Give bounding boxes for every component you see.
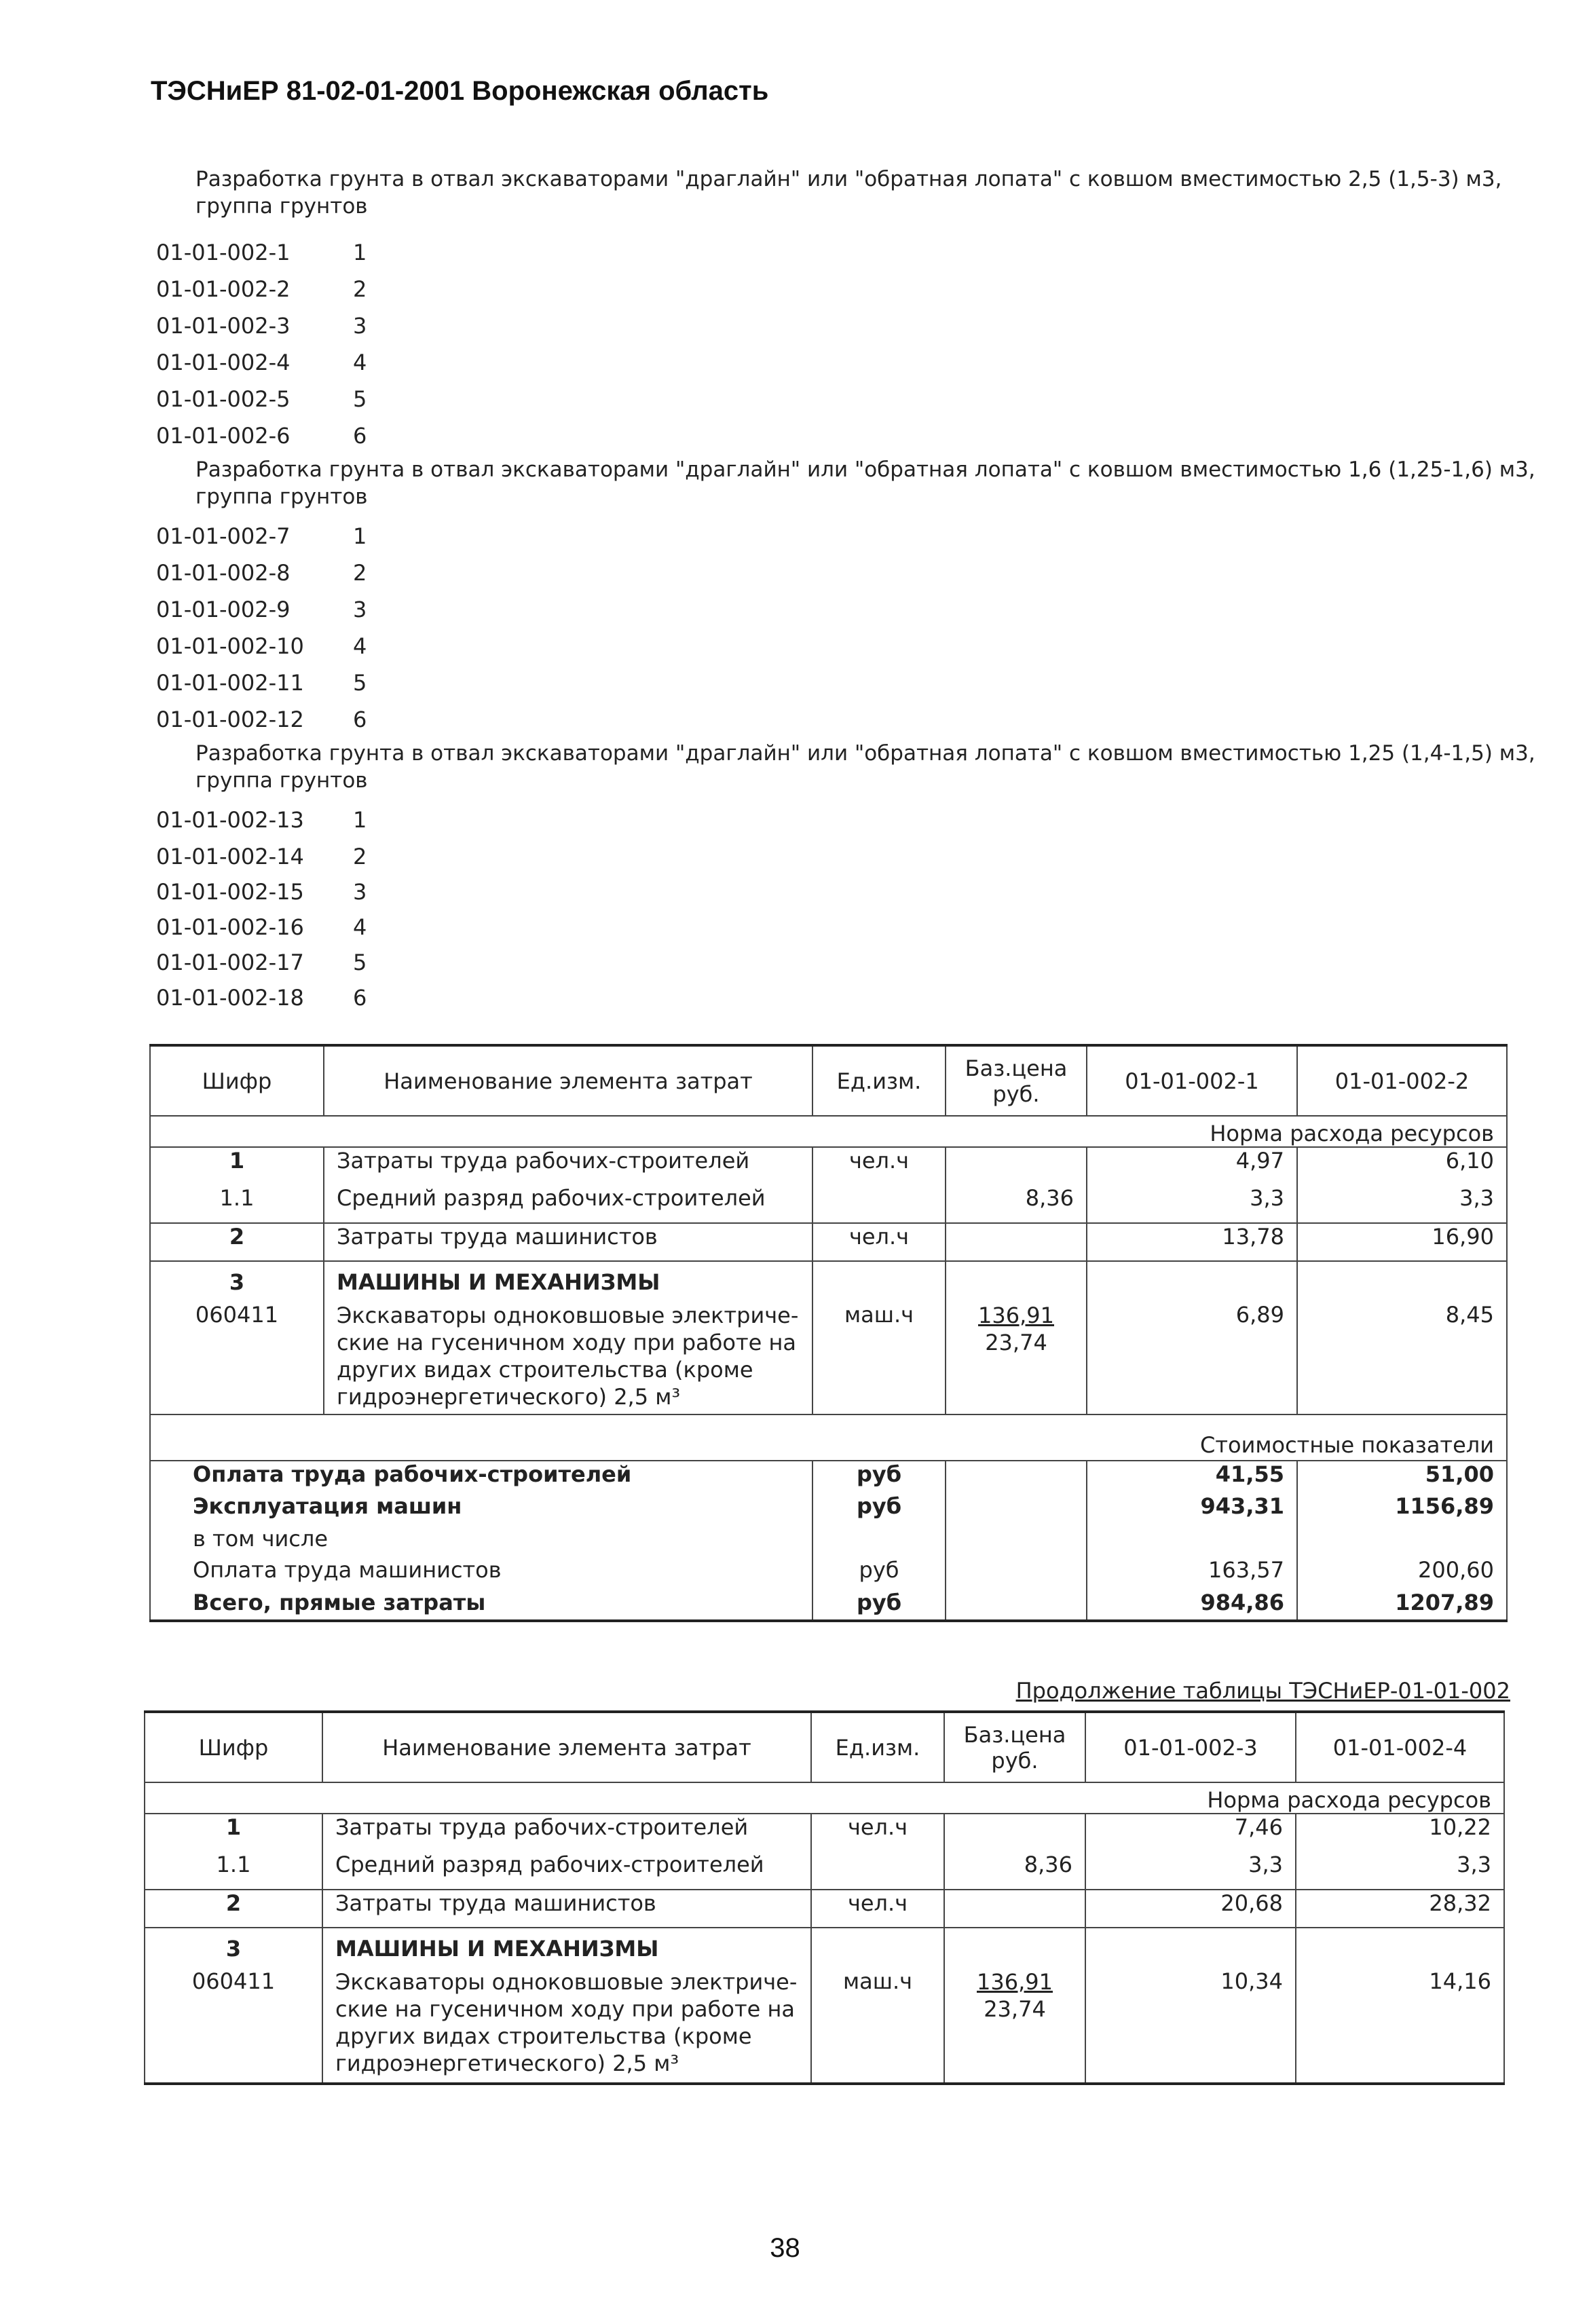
code-row bbox=[156, 949, 367, 976]
cost-value: 984,86 bbox=[1087, 1590, 1297, 1621]
cell-price bbox=[944, 1814, 1085, 1852]
header-name: Наименование элемента затрат bbox=[322, 1712, 811, 1782]
soil-group: 4 bbox=[353, 350, 367, 375]
table-row bbox=[145, 1814, 1504, 1852]
header-unit: Ед.изм. bbox=[812, 1045, 946, 1116]
cell-unit: чел.ч bbox=[812, 1223, 946, 1261]
code-row bbox=[156, 706, 367, 733]
cell-name: Средний разряд рабочих-строителей bbox=[322, 1852, 811, 1890]
header-col1: 01-01-002-1 bbox=[1087, 1045, 1297, 1116]
code: 01-01-002-18 bbox=[156, 985, 304, 1011]
code-row bbox=[156, 806, 367, 833]
norms-table-2 bbox=[144, 1710, 1505, 2085]
table-row bbox=[150, 1261, 1507, 1302]
norms-table-1 bbox=[149, 1044, 1508, 1622]
price-bottom: 23,74 bbox=[985, 1330, 1047, 1355]
soil-group: 1 bbox=[353, 240, 367, 265]
cell-name: МАШИНЫ И МЕХАНИЗМЫ bbox=[324, 1261, 812, 1302]
table-header-row bbox=[150, 1045, 1507, 1116]
cell-shifr: 3 bbox=[145, 1928, 322, 1968]
table-row bbox=[150, 1223, 1507, 1261]
table-row bbox=[145, 1928, 1504, 1968]
cost-unit: руб bbox=[812, 1493, 946, 1526]
soil-group: 3 bbox=[353, 879, 367, 905]
code: 01-01-002-14 bbox=[156, 844, 304, 869]
section-row bbox=[150, 1116, 1507, 1147]
cell-price bbox=[946, 1147, 1087, 1185]
code-row bbox=[156, 984, 367, 1011]
soil-group: 5 bbox=[353, 386, 367, 412]
header-unit: Ед.изм. bbox=[811, 1712, 944, 1782]
code: 01-01-002-10 bbox=[156, 633, 304, 659]
cell-value: 4,97 bbox=[1087, 1147, 1297, 1185]
cost-row bbox=[150, 1461, 1507, 1493]
header-price: Баз.цена руб. bbox=[946, 1045, 1087, 1116]
code-row bbox=[156, 559, 367, 586]
cell-shifr: 3 bbox=[150, 1261, 324, 1302]
header-col2: 01-01-002-2 bbox=[1297, 1045, 1507, 1116]
cell-name: Затраты труда рабочих-строителей bbox=[324, 1147, 812, 1185]
code-row bbox=[156, 669, 367, 696]
code: 01-01-002-15 bbox=[156, 879, 304, 905]
cell-price bbox=[946, 1302, 1087, 1414]
cell-value: 10,22 bbox=[1296, 1814, 1504, 1852]
cell-value: 3,3 bbox=[1087, 1185, 1297, 1223]
cost-name: в том числе bbox=[150, 1526, 812, 1557]
cell-unit: чел.ч bbox=[811, 1814, 944, 1852]
cell-name: Экскаваторы одноковшовые электриче-ские на гусеничном ходу при работе на других видах строительства (кроме гидроэнергетического) 2,5 м³ bbox=[322, 1968, 811, 2084]
code: 01-01-002-7 bbox=[156, 523, 291, 549]
cell-price: 8,36 bbox=[944, 1852, 1085, 1890]
section-row bbox=[145, 1782, 1504, 1814]
table-row bbox=[145, 1852, 1504, 1890]
soil-group: 5 bbox=[353, 670, 367, 696]
page-number: 38 bbox=[770, 2233, 800, 2263]
soil-group: 3 bbox=[353, 313, 367, 339]
code: 01-01-002-6 bbox=[156, 423, 291, 449]
code: 01-01-002-4 bbox=[156, 350, 291, 375]
cell-name: Средний разряд рабочих-строителей bbox=[324, 1185, 812, 1223]
code-row bbox=[156, 349, 367, 376]
cell-shifr: 060411 bbox=[150, 1302, 324, 1414]
cost-name: Оплата труда рабочих-строителей bbox=[150, 1461, 812, 1493]
cost-name: Эксплуатация машин bbox=[150, 1493, 812, 1526]
cell-unit: чел.ч bbox=[811, 1890, 944, 1928]
soil-group: 6 bbox=[353, 985, 367, 1011]
header-name: Наименование элемента затрат bbox=[324, 1045, 812, 1116]
cost-unit: руб bbox=[812, 1557, 946, 1590]
code-row bbox=[156, 523, 367, 550]
group-description: Разработка грунта в отвал экскаваторами "драглайн" или "обратная лопата" с ковшом вместимостью 2,5 (1,5-3) м3, группа грунтов bbox=[195, 167, 1502, 219]
cost-value: 51,00 bbox=[1297, 1461, 1507, 1493]
code-row bbox=[156, 239, 367, 266]
norm-label: Норма расхода ресурсов bbox=[145, 1782, 1504, 1814]
cell-shifr: 1.1 bbox=[150, 1185, 324, 1223]
cell-shifr: 1.1 bbox=[145, 1852, 322, 1890]
cell-value: 7,46 bbox=[1085, 1814, 1296, 1852]
header-col2: 01-01-002-4 bbox=[1296, 1712, 1504, 1782]
table-row bbox=[150, 1302, 1507, 1414]
soil-group: 4 bbox=[353, 914, 367, 940]
cost-row bbox=[150, 1526, 1507, 1557]
cost-value: 163,57 bbox=[1087, 1557, 1297, 1590]
cell-shifr: 1 bbox=[150, 1147, 324, 1185]
cell-shifr: 1 bbox=[145, 1814, 322, 1852]
cell-value: 3,3 bbox=[1296, 1852, 1504, 1890]
cell-value: 13,78 bbox=[1087, 1223, 1297, 1261]
cost-value: 200,60 bbox=[1297, 1557, 1507, 1590]
table-header-row bbox=[145, 1712, 1504, 1782]
header-shifr: Шифр bbox=[145, 1712, 322, 1782]
code: 01-01-002-5 bbox=[156, 386, 291, 412]
cell-price bbox=[946, 1223, 1087, 1261]
cell-shifr: 060411 bbox=[145, 1968, 322, 2084]
table-row bbox=[150, 1147, 1507, 1185]
header-shifr: Шифр bbox=[150, 1045, 324, 1116]
cell-value: 14,16 bbox=[1296, 1968, 1504, 2084]
cost-unit: руб bbox=[812, 1461, 946, 1493]
code: 01-01-002-1 bbox=[156, 240, 291, 265]
cell-unit: чел.ч bbox=[812, 1147, 946, 1185]
header-price: Баз.цена руб. bbox=[944, 1712, 1085, 1782]
cell-name: Экскаваторы одноковшовые электриче-ские на гусеничном ходу при работе на других видах строительства (кроме гидроэнергетического) 2,5 м³ bbox=[324, 1302, 812, 1414]
soil-group: 3 bbox=[353, 597, 367, 622]
soil-group: 2 bbox=[353, 276, 367, 302]
cell-price: 8,36 bbox=[946, 1185, 1087, 1223]
code-row bbox=[156, 914, 367, 941]
table-row bbox=[145, 1968, 1504, 2084]
code-row bbox=[156, 843, 367, 870]
cost-row bbox=[150, 1493, 1507, 1526]
soil-group: 1 bbox=[353, 523, 367, 549]
cell-name: Затраты труда машинистов bbox=[324, 1223, 812, 1261]
cell-name: МАШИНЫ И МЕХАНИЗМЫ bbox=[322, 1928, 811, 1968]
soil-group: 4 bbox=[353, 633, 367, 659]
norm-label: Норма расхода ресурсов bbox=[150, 1116, 1507, 1147]
soil-group: 2 bbox=[353, 844, 367, 869]
cell-value: 6,89 bbox=[1087, 1302, 1297, 1414]
code-row bbox=[156, 386, 367, 413]
code: 01-01-002-8 bbox=[156, 560, 291, 586]
price-top: 136,91 bbox=[977, 1969, 1053, 1995]
soil-group: 6 bbox=[353, 707, 367, 732]
cell-unit: маш.ч bbox=[811, 1968, 944, 2084]
cell-unit bbox=[811, 1852, 944, 1890]
cell-price bbox=[944, 1890, 1085, 1928]
cost-label: Стоимостные показатели bbox=[150, 1432, 1507, 1461]
cell-shifr: 2 bbox=[150, 1223, 324, 1261]
cost-unit: руб bbox=[812, 1590, 946, 1621]
code-row bbox=[156, 276, 367, 303]
cost-value: 943,31 bbox=[1087, 1493, 1297, 1526]
code: 01-01-002-16 bbox=[156, 914, 304, 940]
cell-value: 20,68 bbox=[1085, 1890, 1296, 1928]
cell-value: 10,34 bbox=[1085, 1968, 1296, 2084]
cost-value: 41,55 bbox=[1087, 1461, 1297, 1493]
table-row bbox=[150, 1185, 1507, 1223]
continuation-title: Продолжение таблицы ТЭСНиЕР-01-01-002 bbox=[1015, 1678, 1510, 1704]
cost-value: 1207,89 bbox=[1297, 1590, 1507, 1621]
soil-group: 5 bbox=[353, 950, 367, 975]
header-col1: 01-01-002-3 bbox=[1085, 1712, 1296, 1782]
code: 01-01-002-13 bbox=[156, 807, 304, 833]
cell-price bbox=[944, 1968, 1085, 2084]
section-row bbox=[150, 1432, 1507, 1461]
code-row bbox=[156, 633, 367, 660]
cell-value: 16,90 bbox=[1297, 1223, 1507, 1261]
document-header: ТЭСНиЕР 81-02-01-2001 Воронежская область bbox=[151, 76, 769, 106]
cell-unit: маш.ч bbox=[812, 1302, 946, 1414]
cell-value: 3,3 bbox=[1297, 1185, 1507, 1223]
code-row bbox=[156, 596, 367, 623]
code: 01-01-002-2 bbox=[156, 276, 291, 302]
code-row bbox=[156, 422, 367, 449]
code: 01-01-002-9 bbox=[156, 597, 291, 622]
cell-name: Затраты труда рабочих-строителей bbox=[322, 1814, 811, 1852]
code: 01-01-002-17 bbox=[156, 950, 304, 975]
cost-row bbox=[150, 1557, 1507, 1590]
code: 01-01-002-11 bbox=[156, 670, 304, 696]
cost-name: Оплата труда машинистов bbox=[150, 1557, 812, 1590]
code: 01-01-002-12 bbox=[156, 707, 304, 732]
soil-group: 2 bbox=[353, 560, 367, 586]
cell-unit bbox=[812, 1185, 946, 1223]
cell-value: 6,10 bbox=[1297, 1147, 1507, 1185]
code-row bbox=[156, 312, 367, 339]
cell-value: 28,32 bbox=[1296, 1890, 1504, 1928]
cell-shifr: 2 bbox=[145, 1890, 322, 1928]
cost-value: 1156,89 bbox=[1297, 1493, 1507, 1526]
price-top: 136,91 bbox=[978, 1302, 1054, 1328]
cost-name: Всего, прямые затраты bbox=[150, 1590, 812, 1621]
price-bottom: 23,74 bbox=[984, 1996, 1046, 2022]
table-row bbox=[145, 1890, 1504, 1928]
code-row bbox=[156, 878, 367, 905]
group-description: Разработка грунта в отвал экскаваторами "драглайн" или "обратная лопата" с ковшом вместимостью 1,25 (1,4-1,5) м3, группа грунтов bbox=[195, 741, 1535, 793]
spacer-row bbox=[150, 1414, 1507, 1432]
soil-group: 6 bbox=[353, 423, 367, 449]
cost-row bbox=[150, 1590, 1507, 1621]
group-description: Разработка грунта в отвал экскаваторами "драглайн" или "обратная лопата" с ковшом вместимостью 1,6 (1,25-1,6) м3, группа грунтов bbox=[195, 457, 1535, 509]
cell-value: 3,3 bbox=[1085, 1852, 1296, 1890]
code: 01-01-002-3 bbox=[156, 313, 291, 339]
cell-name: Затраты труда машинистов bbox=[322, 1890, 811, 1928]
cell-value: 8,45 bbox=[1297, 1302, 1507, 1414]
soil-group: 1 bbox=[353, 807, 367, 833]
